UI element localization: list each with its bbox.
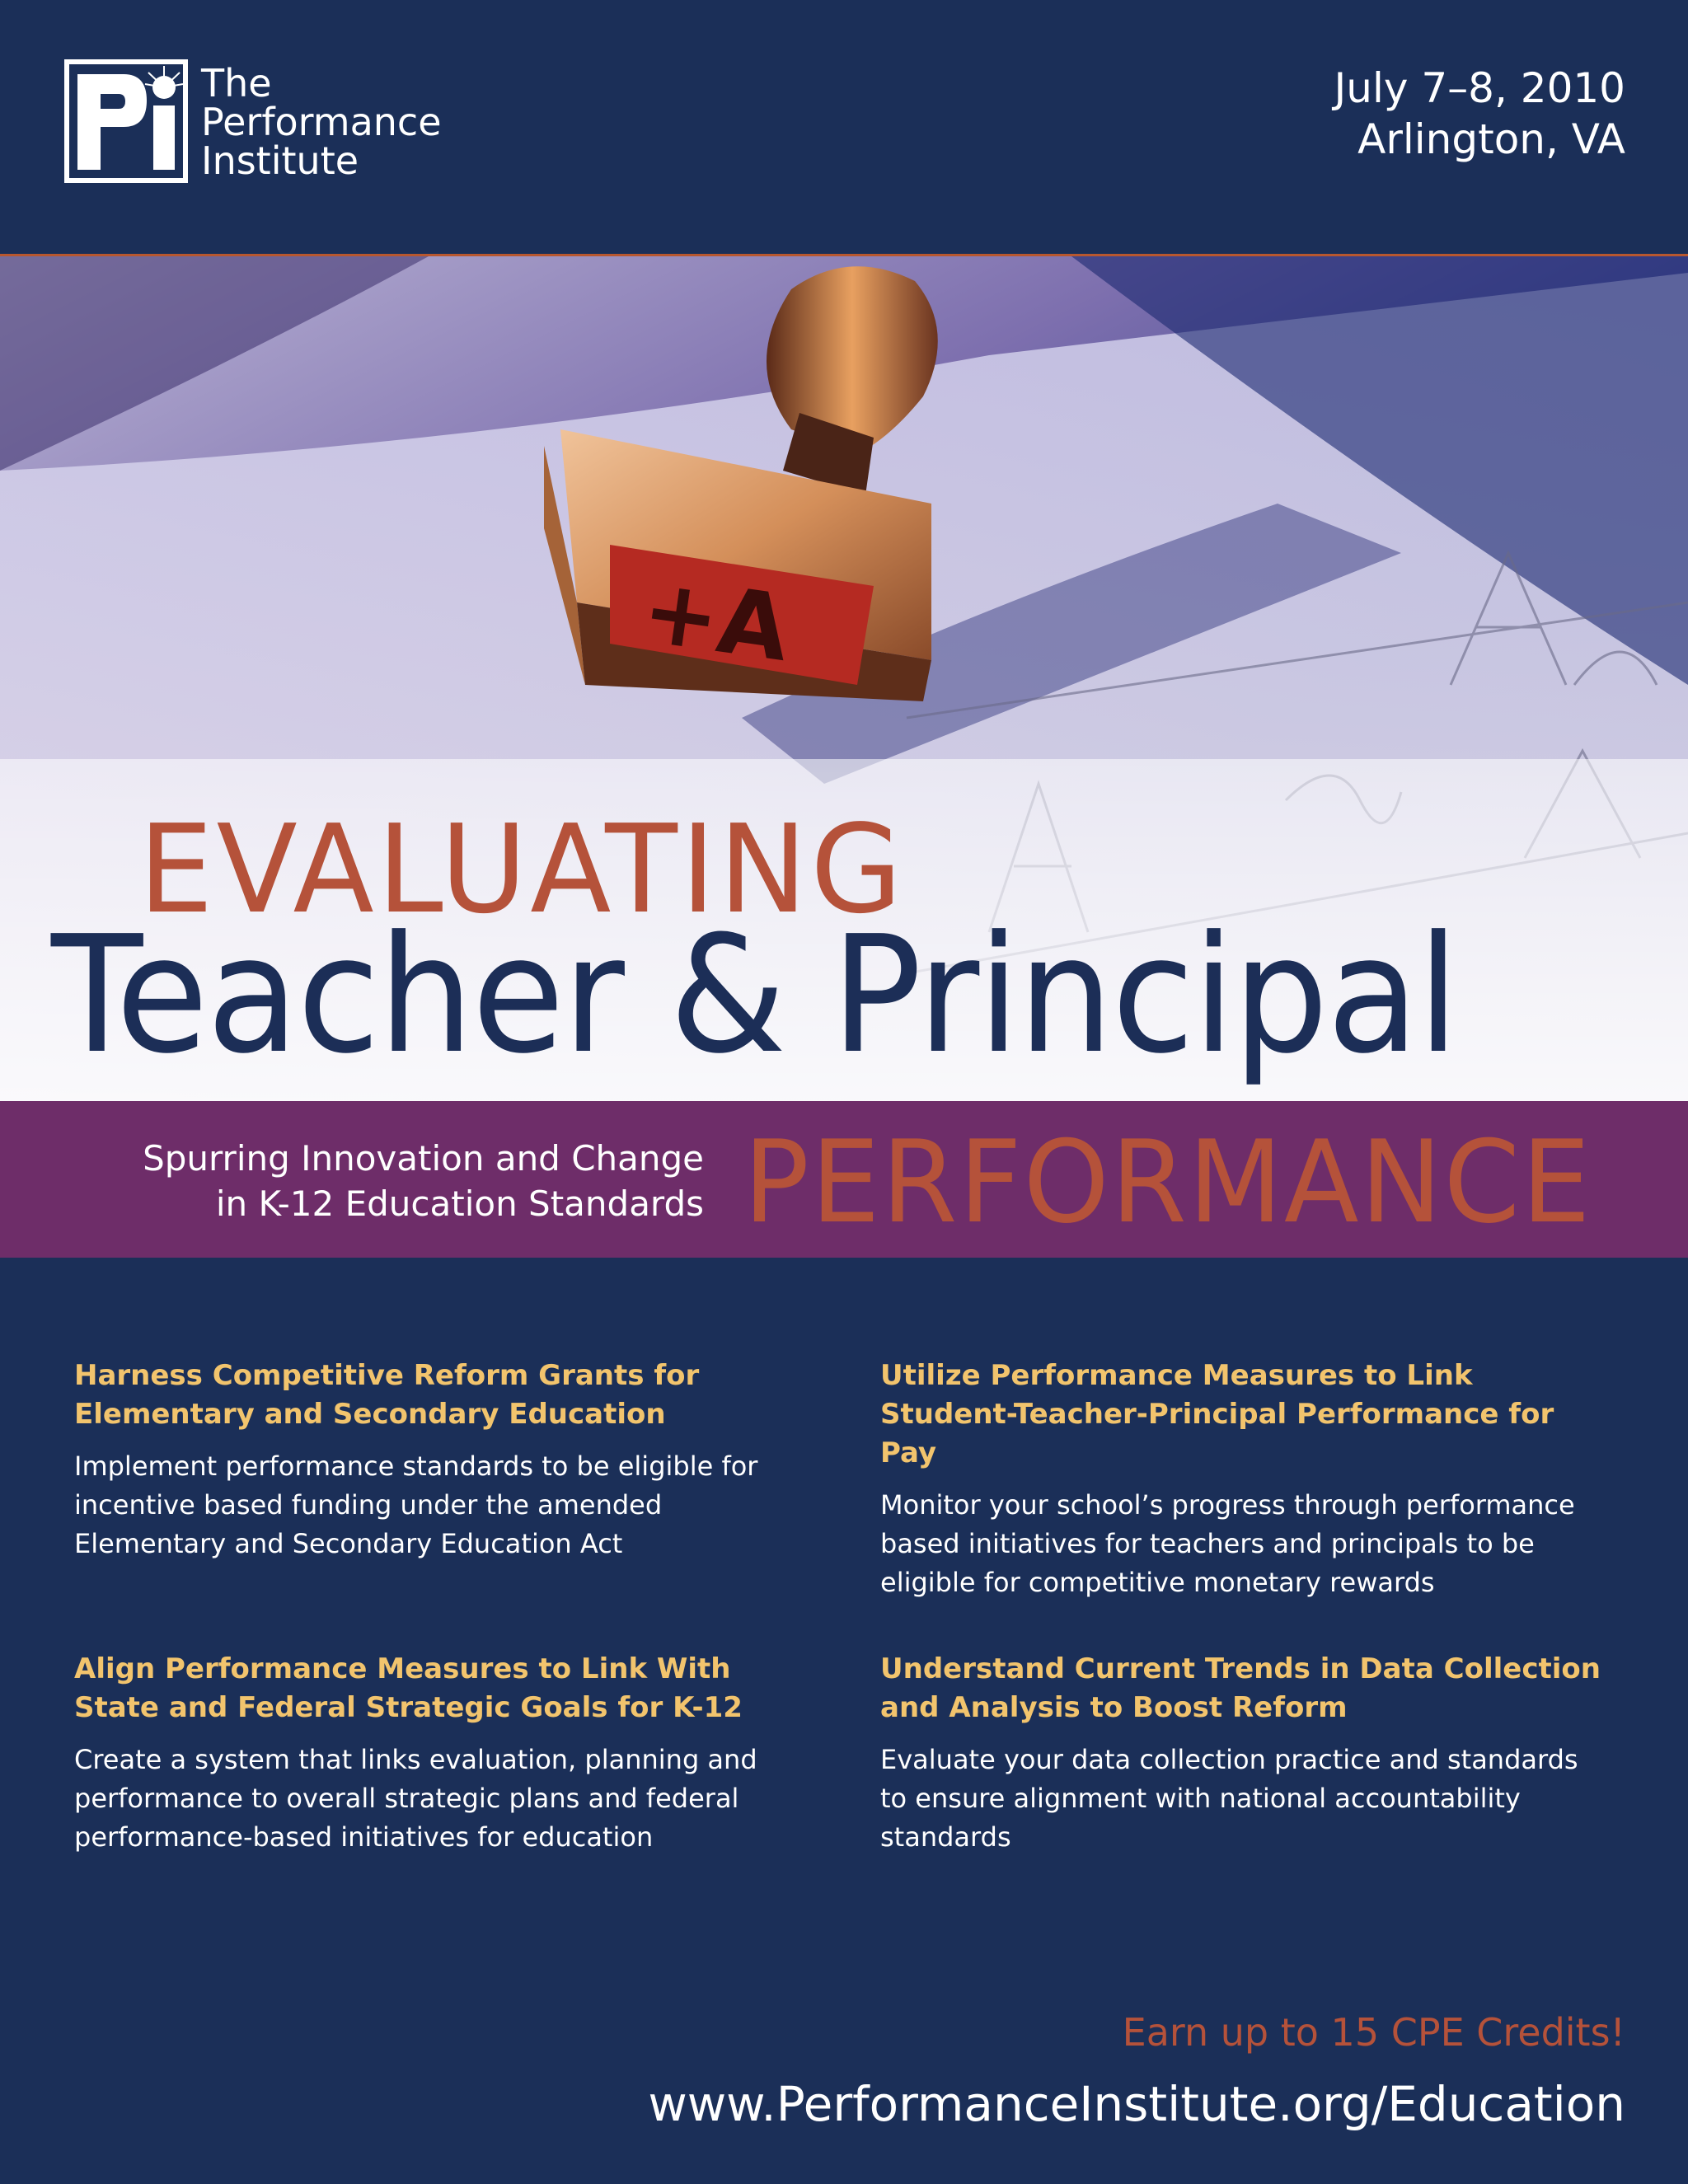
- title-main: Teacher & Principal: [51, 902, 1458, 1090]
- brand-line-3: Institute: [201, 138, 359, 183]
- header: [0, 0, 1688, 254]
- feature-body: Evaluate your data collection practice and standards to ensure alignment with national accountability standards: [880, 1744, 1578, 1853]
- event-info: [1334, 63, 1625, 165]
- event-dates: July 7–8, 2010: [1334, 64, 1625, 112]
- tagline: [143, 1136, 704, 1226]
- title-evaluating: EVALUATING: [138, 799, 906, 940]
- tagline-line-1: Spurring Innovation and Change: [143, 1138, 704, 1179]
- tagline-line-2: in K-12 Education Standards: [215, 1183, 704, 1224]
- brand-line-1: The: [201, 61, 272, 105]
- feature-body: Monitor your school’s progress through performance based initiatives for teachers and principals to be eligible for competitive monetary rewards: [880, 1489, 1575, 1598]
- feature-data-collection: [880, 1650, 1606, 1857]
- website-link[interactable]: www.PerformanceInstitute.org/Education: [648, 2076, 1625, 2132]
- brand-wordmark: [201, 61, 442, 183]
- svg-text:+A: +A: [635, 556, 796, 682]
- feature-strategic-goals: [74, 1650, 799, 1857]
- brand-line-2: Performance: [201, 100, 442, 144]
- pi-logo-icon: [64, 59, 188, 183]
- feature-heading: Align Performance Measures to Link With State and Federal Strategic Goals for K-12: [74, 1652, 743, 1724]
- cpe-credits: Earn up to 15 CPE Credits!: [1122, 2010, 1625, 2055]
- feature-body: Create a system that links evaluation, planning and performance to overall strategic plans and federal performance-based initiatives for education: [74, 1744, 757, 1853]
- feature-heading: Understand Current Trends in Data Collection and Analysis to Boost Reform: [880, 1652, 1601, 1724]
- feature-reform-grants: [74, 1357, 799, 1563]
- event-location: Arlington, VA: [1357, 115, 1625, 163]
- feature-heading: Utilize Performance Measures to Link Student-Teacher-Principal Performance for Pay: [880, 1359, 1554, 1469]
- title-performance: PERFORMANCE: [743, 1116, 1592, 1249]
- feature-body: Implement performance standards to be eligible for incentive based funding under the amended Elementary and Secondary Education Act: [74, 1451, 758, 1559]
- feature-performance-pay: [880, 1357, 1606, 1602]
- feature-heading: Harness Competitive Reform Grants for Elementary and Secondary Education: [74, 1359, 700, 1431]
